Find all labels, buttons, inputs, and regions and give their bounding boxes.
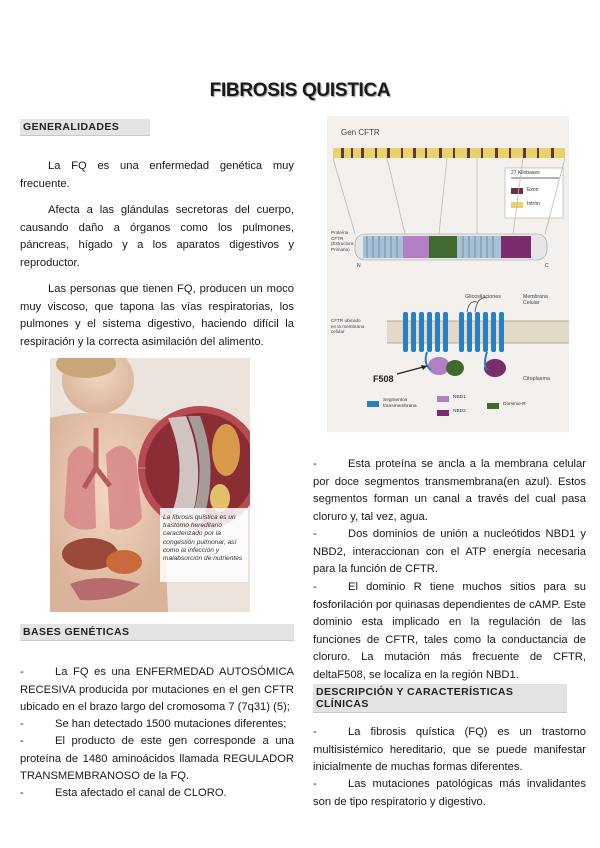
page-title: FIBROSIS QUISTICA: [209, 80, 391, 101]
legend-nbd2: NBD2: [453, 409, 466, 414]
paragraph-generalidades-2: Afecta a las glándulas secretoras del cuerpo, causando daño a órganos como los pulmones, páncreas, hígado y a los aparatos digestivos y reproductor.: [20, 204, 294, 269]
bullet-dash: -: [20, 718, 24, 730]
legend-segments: Segmentos transmembrana: [383, 398, 417, 409]
legend-nbd1: NBD1: [453, 395, 466, 400]
descripcion-bullet-1: [313, 724, 586, 777]
section-heading-descripcion: DESCRIPCIÓN Y CARACTERÍSTICAS CLÍNICAS: [313, 684, 567, 713]
bullet-dash: -: [313, 778, 317, 790]
right-bullet-2: [313, 526, 586, 579]
bullet-dash: -: [313, 581, 317, 593]
cftr-diagram-svg: [327, 116, 569, 432]
descripcion-bullet-2: [313, 776, 586, 811]
bullet-dash: -: [313, 458, 317, 470]
figure-child-lungs: [50, 358, 250, 612]
bases-bullet-4: [20, 785, 294, 803]
protein-label: Proteína CFTR (Estructura Primaria): [331, 230, 354, 252]
bullet-dash: -: [20, 666, 24, 678]
paragraph-generalidades-3: Las personas que tienen FQ, producen un moco muy viscoso, que tapona las vías respiratorias, los pulmones y el sistema digestivo, haciendo difícil la respiración y la correcta asimilación del alimento.: [20, 283, 294, 348]
bases-bullet-text-1: La FQ es una ENFERMEDAD AUTOSÓMICA RECESIVA producida por mutaciones en el gen CFTR ubicado en el brazo largo del cromosoma 7 (7q31) (5);: [20, 666, 294, 714]
bullet-dash: -: [20, 787, 24, 799]
membrane-label: Membrana Celular: [523, 294, 548, 306]
legend-kilobases: 27 Kilobases: [511, 170, 540, 176]
bases-bullet-2: [20, 716, 294, 734]
legend-intron: Intrón: [527, 201, 540, 207]
bases-bullet-text-3: El producto de este gen corresponde a una proteína de 1480 aminoácidos llamada REGULADOR TRANSMEMBRANOSO de la FQ.: [20, 735, 294, 783]
figure-cftr-gene: [327, 116, 569, 432]
gene-title: Gen CFTR: [341, 128, 380, 137]
legend-exon: Exon: [527, 187, 539, 193]
right-bullet-text-3: El dominio R tiene muchos sitios para su fosforilación por quinasas dependientes de cAMP. Este dominio esta implicado en la regulación de las funciones de CFTR, tales como la conductancia de cloruro. La mutación más frecuente de CFTR, deltaF508, se localiza en la región NBD1.: [313, 581, 586, 681]
mutation-f508-label: F508: [373, 374, 394, 384]
bullet-dash: -: [313, 528, 317, 540]
descripcion-bullet-text-1: La fibrosis quística (FQ) es un trastorno multisistémico hereditario, que se puede manifestar inicialmente de muchas formas diferentes.: [313, 726, 586, 774]
right-bullet-text-1: Esta proteína se ancla a la membrana celular por doce segmentos transmembrana(en azul). Estos segmentos forman un canal a través del cual pasa cloruro y, tal vez, agua.: [313, 458, 586, 523]
glyco-label: Glicosilaciones: [465, 294, 501, 300]
n-terminal-label: N: [357, 263, 361, 269]
bullet-dash: -: [313, 726, 317, 738]
right-bullet-1: [313, 456, 586, 526]
bases-bullet-3: [20, 733, 294, 786]
section-heading-bases: BASES GENÉTICAS: [20, 624, 294, 641]
c-terminal-label: C: [545, 263, 549, 269]
right-bullet-text-2: Dos dominios de unión a nucleótidos NBD1 y NBD2, interaccionan con el ATP energía necesaria para la función de CFTR.: [313, 528, 586, 576]
paragraph-generalidades-1: La FQ es una enfermedad genética muy frecuente.: [20, 160, 294, 190]
section-heading-generalidades: GENERALIDADES: [20, 119, 150, 136]
right-bullet-3: [313, 579, 586, 685]
bases-bullet-text-4: Esta afectado el canal de CLORO.: [55, 787, 227, 799]
cytoplasm-label: Citoplasma: [523, 376, 550, 382]
figure-child-caption: La fibrosis quística es un trastorno hereditario caracterizado por la congestión pulmonar, así como la infección y malabsorción de nutrientes: [163, 514, 243, 563]
cftr-membrane-label: CFTR ubicado en la membrana celular: [331, 318, 365, 335]
bases-bullet-1: [20, 664, 294, 717]
bullet-dash: -: [20, 735, 24, 747]
descripcion-bullet-text-2: Las mutaciones patológicas más invalidantes son de tipo respiratorio y digestivo.: [313, 778, 586, 808]
bases-bullet-text-2: Se han detectado 1500 mutaciones diferentes;: [55, 718, 287, 730]
legend-r-domain: Dominio-R: [503, 402, 526, 407]
